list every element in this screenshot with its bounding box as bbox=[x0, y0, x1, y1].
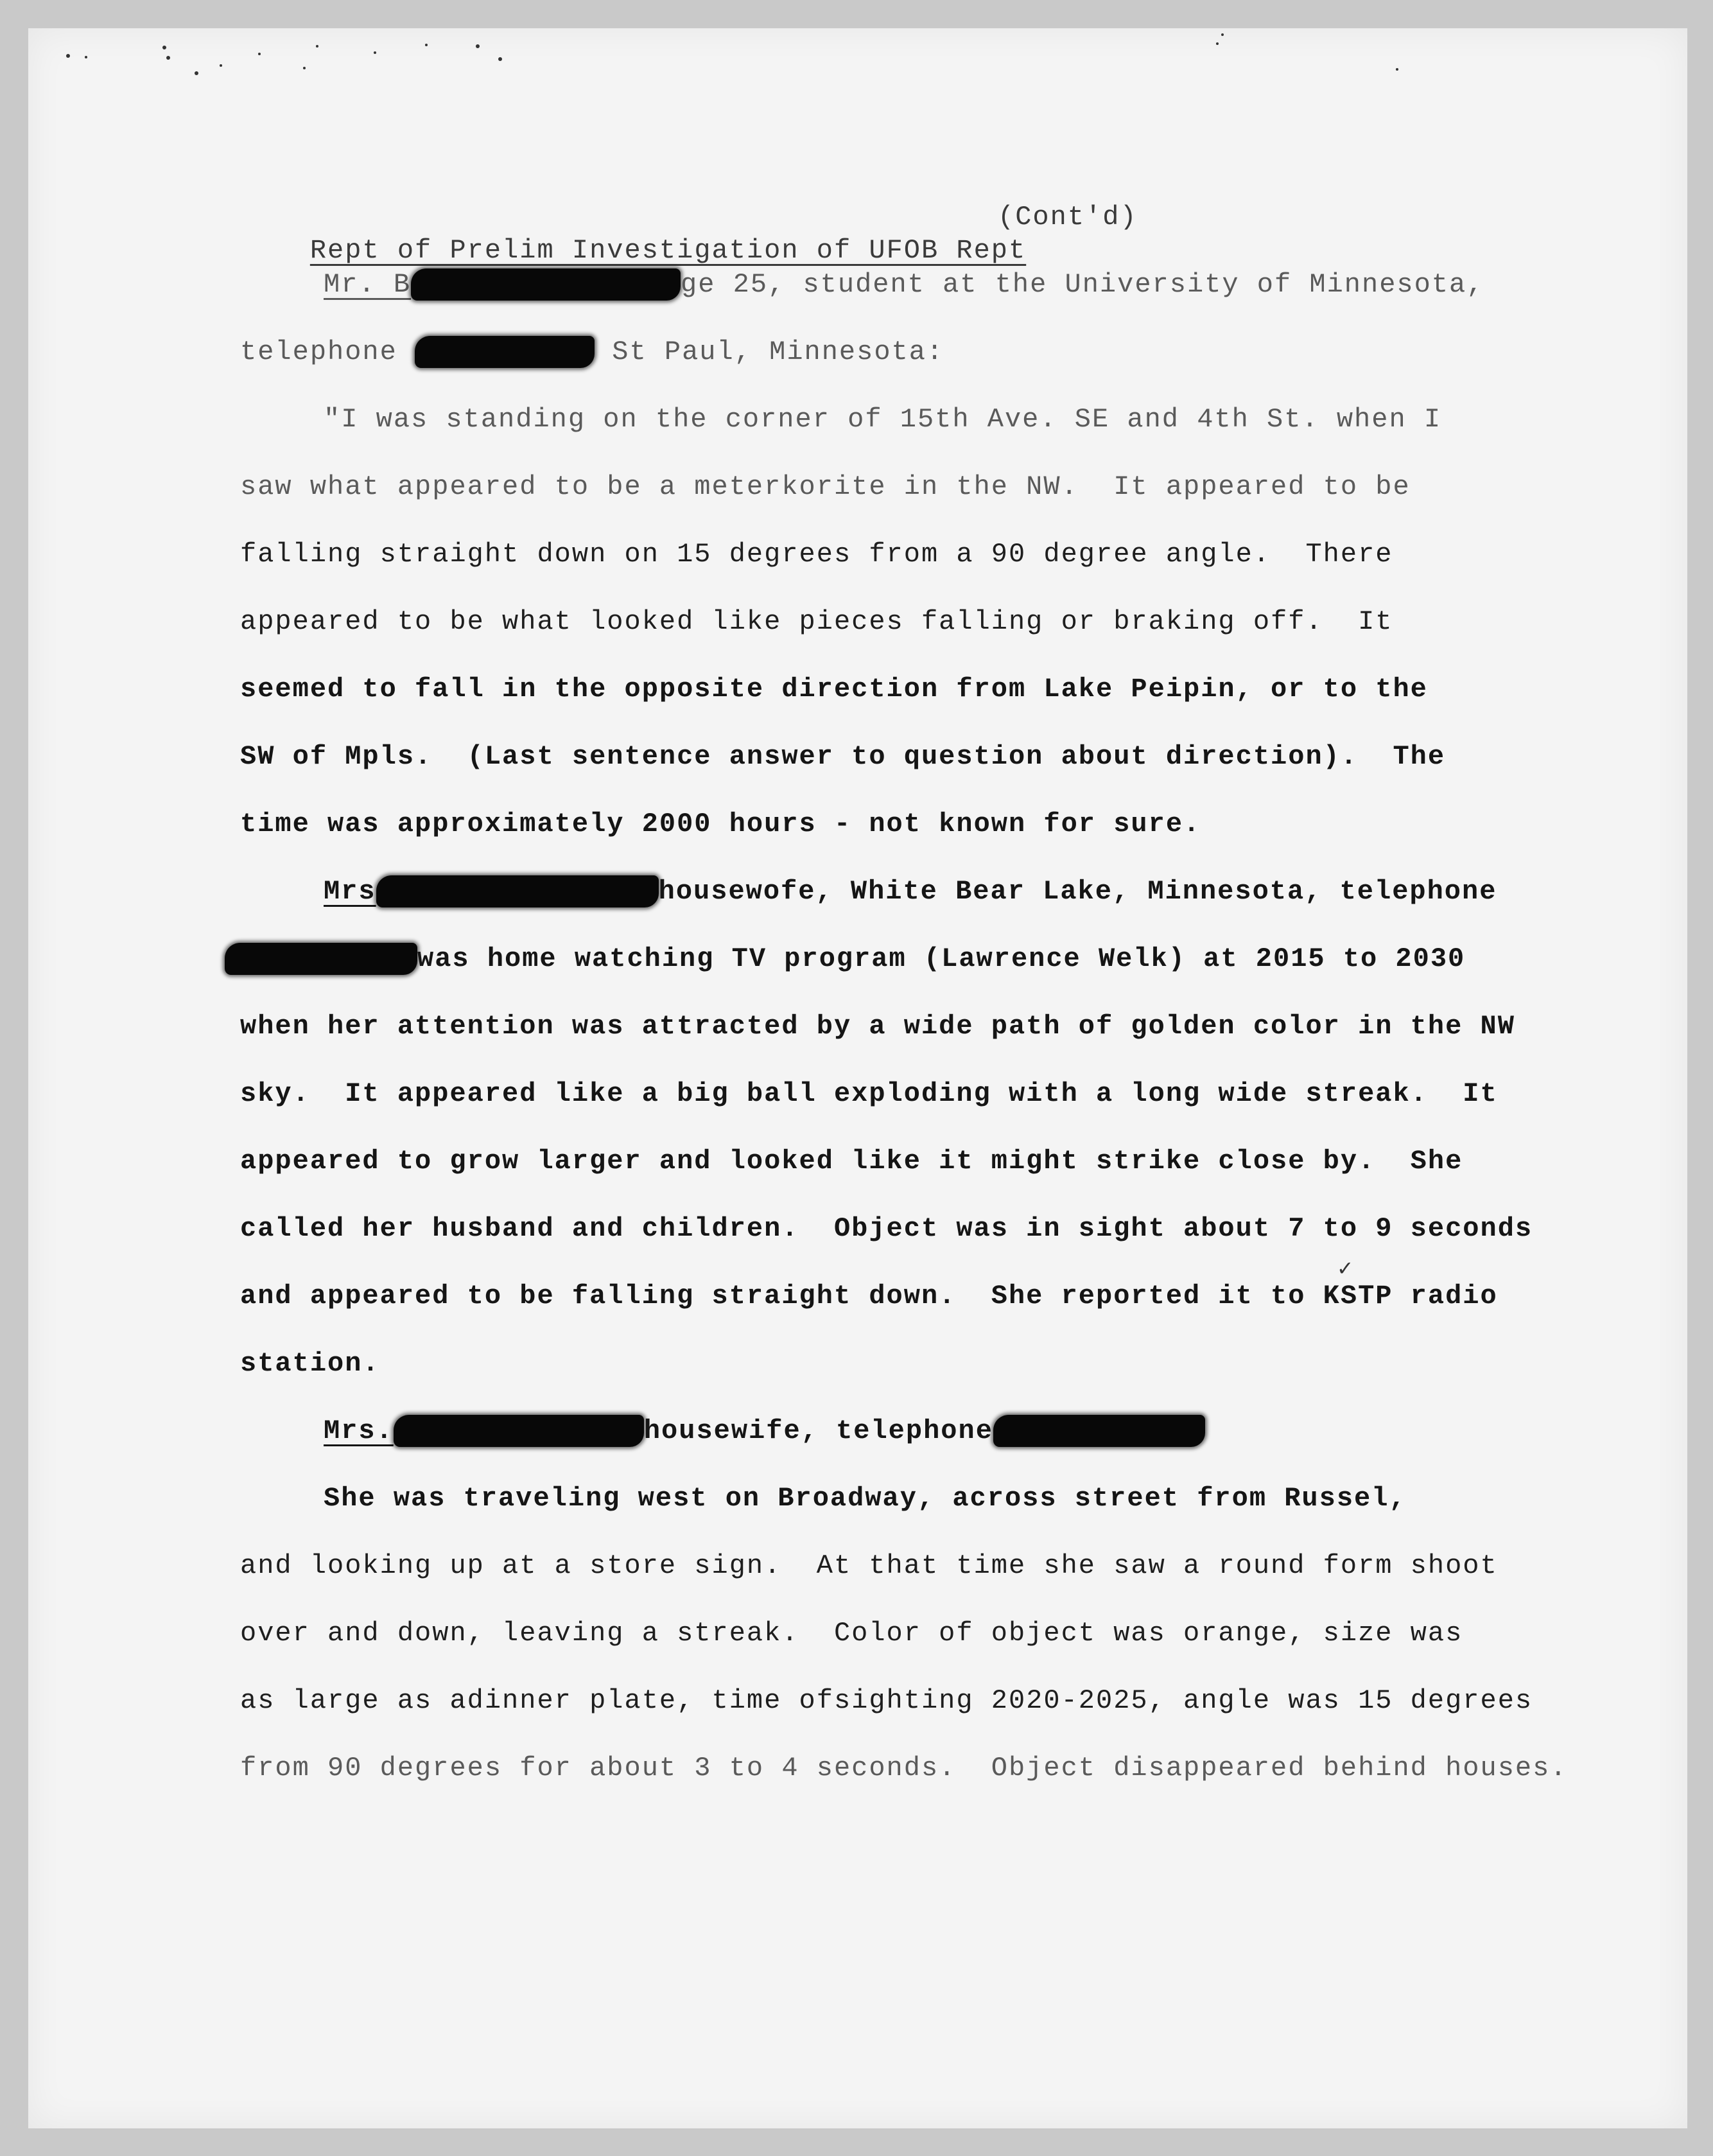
p3-line-2: She was traveling west on Broadway, across street from Russel, bbox=[324, 1483, 1407, 1514]
redaction-block bbox=[415, 336, 595, 368]
quote-line-6: SW of Mpls. (Last sentence answer to question about direction). The bbox=[240, 741, 1446, 772]
witness1-prefix: Mr. B bbox=[324, 269, 412, 300]
p2-line-7: and appeared to be falling straight down. She reported it to KSTP radio bbox=[240, 1281, 1498, 1311]
p2-line-3: when her attention was attracted by a wide path of golden color in the NW bbox=[240, 1011, 1515, 1042]
quote-line-3: falling straight down on 15 degrees from a 90 degree angle. There bbox=[240, 539, 1393, 570]
report-title-text: Rept of Prelim Investigation of UFOB Rept bbox=[309, 235, 1027, 266]
p3-line-1 bbox=[324, 1414, 1205, 1448]
redaction-block bbox=[993, 1415, 1205, 1447]
p1-line-1 bbox=[324, 268, 1484, 301]
scan-speckles bbox=[28, 28, 1687, 170]
quote-line-1: "I was standing on the corner of 15th Ave. SE and 4th St. when I bbox=[324, 404, 1442, 435]
quote-line-2: saw what appeared to be a meterkorite in the NW. It appeared to be bbox=[240, 471, 1411, 502]
redaction-block bbox=[411, 268, 681, 301]
quote-line-5: seemed to fall in the opposite direction from Lake Peipin, or to the bbox=[240, 674, 1428, 705]
p3-line-4: over and down, leaving a streak. Color of object was orange, size was bbox=[240, 1618, 1463, 1649]
p2-line-2 bbox=[225, 942, 1465, 976]
p2-line-2-text: was home watching TV program (Lawrence Welk) at 2015 to 2030 bbox=[417, 943, 1466, 974]
witness3-info: housewife, telephone bbox=[643, 1415, 993, 1446]
p3-line-5: as large as adinner plate, time ofsighting 2020-2025, angle was 15 degrees bbox=[240, 1685, 1533, 1716]
witness2-prefix: Mrs bbox=[324, 876, 376, 907]
witness1-city: St Paul, Minnesota: bbox=[612, 337, 944, 367]
checkmark-icon: ✓ bbox=[1338, 1256, 1352, 1283]
redaction-block bbox=[394, 1415, 644, 1447]
continued-label: (Cont'd) bbox=[998, 202, 1138, 232]
telephone-label: telephone bbox=[240, 337, 397, 367]
witness1-age-text: ge 25, student at the University of Minnesota, bbox=[681, 269, 1484, 300]
p3-line-6: from 90 degrees for about 3 to 4 seconds. Object disappeared behind houses. bbox=[240, 1753, 1568, 1784]
quote-line-4: appeared to be what looked like pieces falling or braking off. It bbox=[240, 606, 1393, 637]
p2-line-8: station. bbox=[240, 1348, 380, 1379]
quote-line-7: time was approximately 2000 hours - not known for sure. bbox=[240, 809, 1201, 839]
witness2-info: housewofe, White Bear Lake, Minnesota, telephone bbox=[658, 876, 1497, 907]
redaction-block bbox=[225, 943, 417, 975]
p2-line-6: called her husband and children. Object was in sight about 7 to 9 seconds bbox=[240, 1213, 1533, 1244]
redaction-block bbox=[376, 875, 659, 907]
p3-line-3: and looking up at a store sign. At that time she saw a round form shoot bbox=[240, 1550, 1498, 1581]
p2-line-5: appeared to grow larger and looked like it might strike close by. She bbox=[240, 1146, 1463, 1177]
p2-line-1 bbox=[324, 875, 1497, 908]
document-page bbox=[28, 28, 1687, 2128]
witness3-prefix: Mrs. bbox=[324, 1415, 394, 1446]
p2-line-4: sky. It appeared like a big ball exploding with a long wide streak. It bbox=[240, 1078, 1498, 1109]
p1-line-2 bbox=[240, 335, 944, 369]
